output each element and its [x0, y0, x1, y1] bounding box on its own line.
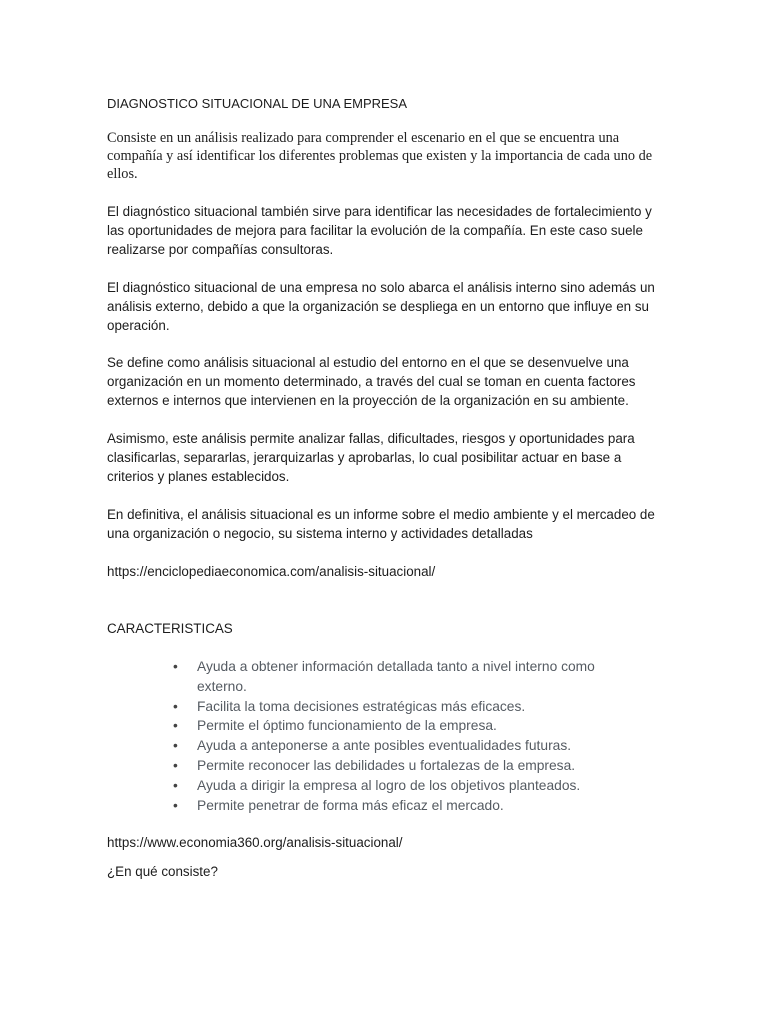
paragraph-internal-external: El diagnóstico situacional de una empresa no solo abarca el análisis interno sino además un análisis externo, debido a que la organización se despliega en un entorno que influye en su operación. [107, 280, 655, 333]
paragraph-intro: Consiste en un análisis realizado para comprender el escenario en el que se encuentra una compañía y así identificar los diferentes problemas que existen y la importancia de cada uno de ellos. [107, 130, 653, 182]
source-link-economia360[interactable]: https://www.economia360.org/analisis-situacional/ [107, 835, 403, 850]
section-title-caracteristicas: CARACTERISTICAS [107, 621, 233, 636]
list-item-text: Ayuda a anteponerse a ante posibles eventualidades futuras. [197, 738, 572, 754]
list-item-text: Facilita la toma decisiones estratégicas más eficaces. [197, 698, 526, 714]
document-title: DIAGNOSTICO SITUACIONAL DE UNA EMPRESA [107, 96, 408, 111]
list-item-text: Ayuda a obtener información detallada tanto a nivel interno como externo. [197, 659, 595, 694]
bullet-icon: • [173, 718, 178, 734]
list-item [172, 657, 642, 697]
bullet-icon: • [173, 777, 178, 793]
list-item [172, 796, 642, 816]
paragraph-analysis-scope: Asimismo, este análisis permite analizar fallas, dificultades, riesgos y oportunidades para clasificarlas, separarlas, jerarquizarlas y aprobarlas, lo cual posibilitar actuar en base a criterios y planes establecidos. [107, 431, 635, 484]
list-item [172, 776, 642, 796]
list-item [172, 736, 642, 756]
bullet-icon: • [173, 738, 178, 754]
source-link-enciclopedia[interactable]: https://enciclopediaeconomica.com/analisis-situacional/ [107, 564, 436, 579]
caracteristicas-list [172, 657, 642, 815]
list-item-text: Permite el óptimo funcionamiento de la empresa. [197, 718, 497, 734]
list-item [172, 697, 642, 717]
bullet-icon: • [173, 698, 178, 714]
question-heading: ¿En qué consiste? [107, 864, 218, 879]
paragraph-needs: El diagnóstico situacional también sirve para identificar las necesidades de fortalecimiento y las oportunidades de mejora para facilitar la evolución de la compañía. En este caso suele realizarse por compañías consultoras. [107, 204, 652, 257]
list-item [172, 756, 642, 776]
bullet-icon: • [173, 757, 178, 773]
list-item-text: Ayuda a dirigir la empresa al logro de los objetivos planteados. [197, 777, 581, 793]
bullet-icon: • [173, 659, 178, 674]
list-item-text: Permite penetrar de forma más eficaz el mercado. [197, 797, 504, 813]
list-item [172, 716, 642, 736]
paragraph-conclusion: En definitiva, el análisis situacional es un informe sobre el medio ambiente y el mercadeo de una organización o negocio, su sistema interno y actividades detalladas [107, 507, 655, 541]
paragraph-definition: Se define como análisis situacional al estudio del entorno en el que se desenvuelve una organización en un momento determinado, a través del cual se toman en cuenta factores externos e internos que intervienen en la proyección de la organización en su ambiente. [107, 355, 636, 408]
bullet-icon: • [173, 797, 178, 813]
list-item-text: Permite reconocer las debilidades u fortalezas de la empresa. [197, 757, 576, 773]
